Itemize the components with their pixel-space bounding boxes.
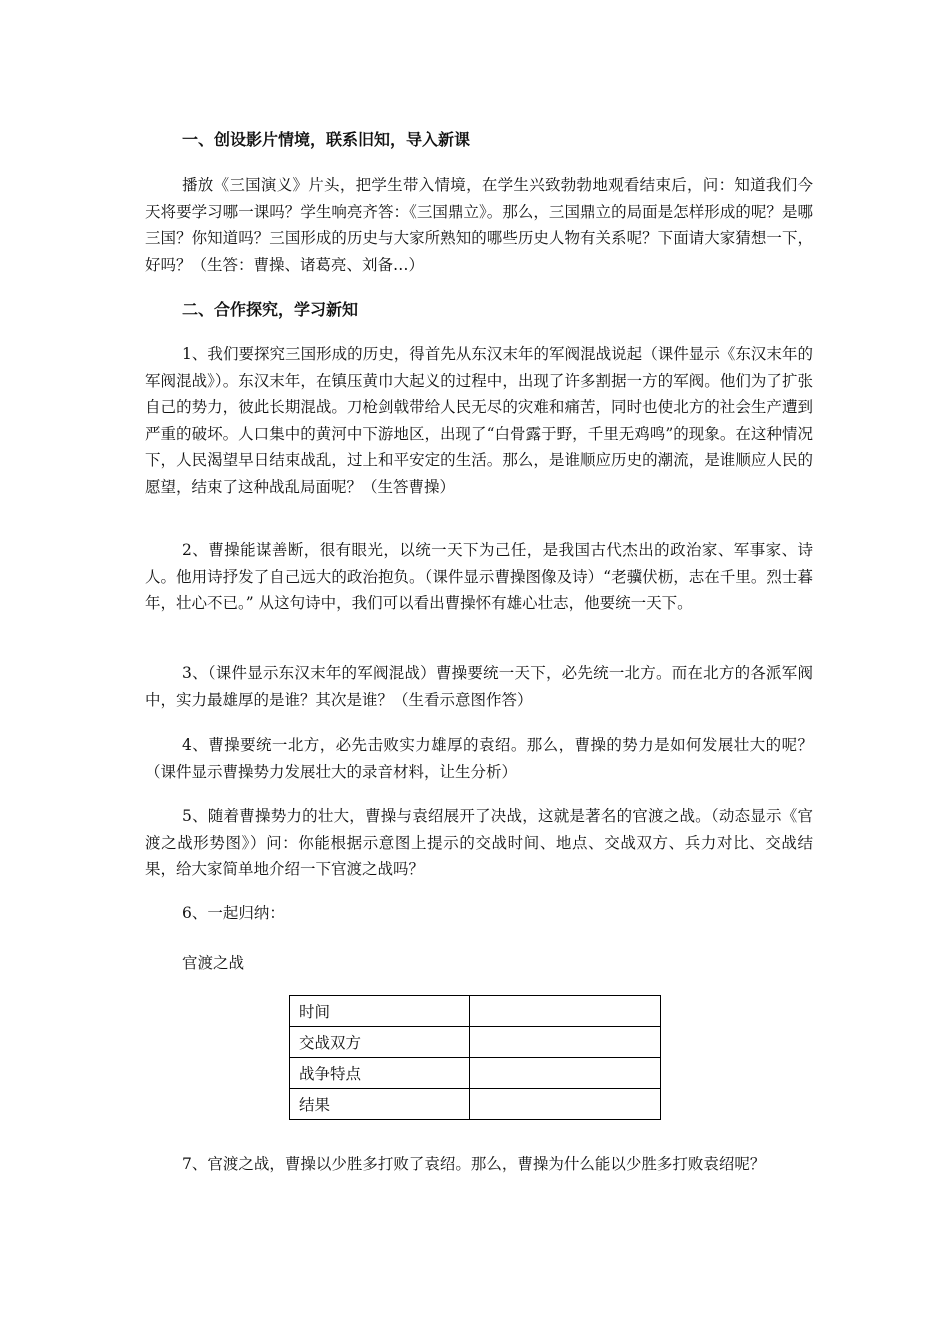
table-cell-value (470, 996, 661, 1027)
table-row (290, 996, 661, 1027)
table-cell-value (470, 1058, 661, 1089)
item-3-paragraph: 3、（课件显示东汉末年的军阀混战）曹操要统一天下，必先统一北方。而在北方的各派军阀中，实力最雄厚的是谁？其次是谁？（生看示意图作答） (145, 664, 813, 709)
section-1-paragraph: 播放《三国演义》片头，把学生带入情境，在学生兴致勃勃地观看结束后，问：知道我们今天将要学习哪一课吗？学生响亮齐答：《三国鼎立》。那么，三国鼎立的局面是怎样形成的呢？是哪三国？你知道吗？三国形成的历史与大家所熟知的哪些历史人物有关系呢？下面请大家猜想一下，好吗？（生答：曹操、诸葛亮、刘备…） (145, 176, 813, 274)
table-row (290, 1089, 661, 1120)
section-2-heading: 二、合作探究，学习新知 (182, 300, 359, 319)
table-cell-value (470, 1027, 661, 1058)
item-1-paragraph: 1、我们要探究三国形成的历史，得首先从东汉末年的军阀混战说起（课件显示《东汉末年的军阀混战》）。东汉末年，在镇压黄巾大起义的过程中，出现了许多割据一方的军阀。他们为了扩张自己的势力，彼此长期混战。刀枪剑戟带给人民无尽的灾难和痛苦，同时也使北方的社会生产遭到严重的破坏。人口集中的黄河中下游地区，出现了“白骨露于野，千里无鸡鸣”的现象。在这种情况下，人民渴望早日结束战乱，过上和平安定的生活。那么，是谁顺应历史的潮流，是谁顺应人民的愿望，结束了这种战乱局面呢？（生答曹操） (145, 345, 813, 496)
summary-table (289, 995, 661, 1120)
table-row (290, 1027, 661, 1058)
table-cell-label: 时间 (290, 996, 470, 1027)
section-1-heading: 一、创设影片情境，联系旧知，导入新课 (182, 130, 471, 149)
table-cell-label: 战争特点 (290, 1058, 470, 1089)
table-cell-value (470, 1089, 661, 1120)
table-cell-label: 交战双方 (290, 1027, 470, 1058)
item-6-label: 6、一起归纳： (182, 904, 285, 922)
item-4-paragraph: 4、曹操要统一北方，必先击败实力雄厚的袁绍。那么，曹操的势力是如何发展壮大的呢？（课件显示曹操势力发展壮大的录音材料，让生分析） (145, 736, 813, 781)
item-7-paragraph: 7、官渡之战，曹操以少胜多打败了袁绍。那么，曹操为什么能以少胜多打败袁绍呢？ (182, 1155, 766, 1173)
item-2-paragraph: 2、曹操能谋善断，很有眼光，以统一天下为己任，是我国古代杰出的政治家、军事家、诗人。他用诗抒发了自己远大的政治抱负。（课件显示曹操图像及诗）“老骥伏枥，志在千里。烈士暮年，壮心不已。” 从这句诗中，我们可以看出曹操怀有雄心壮志，他要统一天下。 (145, 541, 813, 612)
table-title: 官渡之战 (182, 954, 245, 972)
item-5-paragraph: 5、随着曹操势力的壮大，曹操与袁绍展开了决战，这就是著名的官渡之战。（动态显示《官渡之战形势图》）问：你能根据示意图上提示的交战时间、地点、交战双方、兵力对比、交战结果，给大家简单地介绍一下官渡之战吗？ (145, 807, 813, 878)
table-row (290, 1058, 661, 1089)
table-cell-label: 结果 (290, 1089, 470, 1120)
